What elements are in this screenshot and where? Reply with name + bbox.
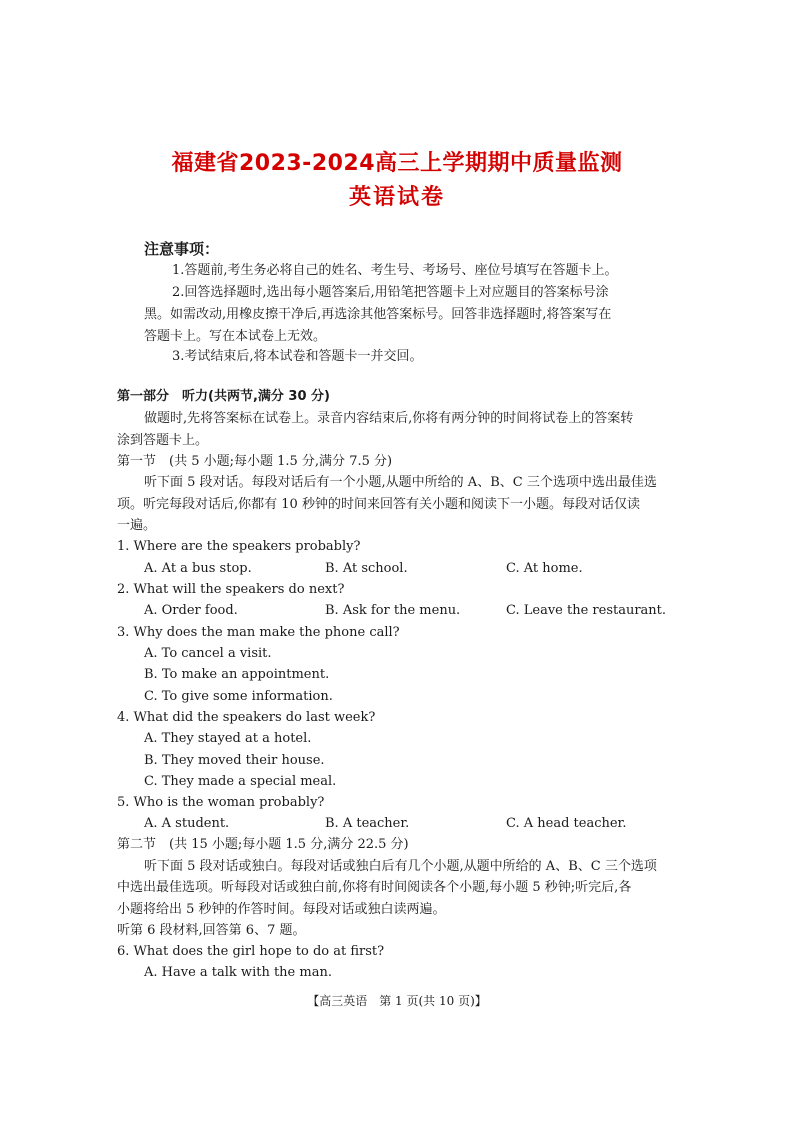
q1-option-a: A. At a bus stop. [144,561,252,576]
section1-directions: 听下面 5 段对话。每段对话后有一个小题,从题中所给的 A、B、C 三个选项中选出最佳选 [144,475,657,490]
section1-heading: 第一节 (共 5 小题;每小题 1.5 分,满分 7.5 分) [117,454,393,469]
question-1: 1. Where are the speakers probably? [117,539,361,554]
q5-option-a: A. A student. [144,816,230,831]
notes-heading: 注意事项： [144,240,220,258]
question-2: 2. What will the speakers do next? [117,582,345,597]
part1-intro: 做题时,先将答案标在试卷上。录音内容结束后,你将有两分钟的时间将试卷上的答案转 [144,411,634,426]
q3-option-c: C. To give some information. [144,689,333,704]
section2-heading: 第二节 (共 15 小题;每小题 1.5 分,满分 22.5 分) [117,837,409,852]
section2-directions-cont: 中选出最佳选项。听每段对话或独白前,你将有时间阅读各个小题,每小题 5 秒钟;听完后,各 [117,880,632,895]
q3-option-b: B. To make an appointment. [144,667,330,682]
q4-option-a: A. They stayed at a hotel. [144,731,312,746]
note-3: 3.考试结束后,将本试卷和答题卡一并交回。 [172,349,423,364]
note-2: 2.回答选择题时,选出每小题答案后,用铅笔把答题卡上对应题目的答案标号涂 [172,285,609,300]
question-5: 5. Who is the woman probably? [117,795,325,810]
q3-option-a: A. To cancel a visit. [144,646,272,661]
note-2-cont: 黑。如需改动,用橡皮擦干净后,再选涂其他答案标号。回答非选择题时,将答案写在 [144,307,612,322]
question-6: 6. What does the girl hope to do at first? [117,944,385,959]
q2-option-b: B. Ask for the menu. [325,603,461,618]
section2-directions: 听下面 5 段对话或独白。每段对话或独白后有几个小题,从题中所给的 A、B、C 三个选项 [144,859,657,874]
q4-option-b: B. They moved their house. [144,753,325,768]
page-footer: 【高三英语 第 1 页(共 10 页)】 [307,994,487,1008]
question-3: 3. Why does the man make the phone call? [117,625,400,640]
section1-directions-cont2: 一遍。 [117,518,157,533]
q4-option-c: C. They made a special meal. [144,774,337,789]
section2-directions-cont2: 小题将给出 5 秒钟的作答时间。每段对话或独白读两遍。 [117,902,446,917]
note-2-cont2: 答题卡上。写在本试卷上无效。 [144,329,327,344]
part1-heading: 第一部分 听力(共两节,满分 30 分) [117,389,330,404]
exam-title: 福建省2023-2024高三上学期期中质量监测 [171,151,623,176]
q1-option-c: C. At home. [506,561,583,576]
question-4: 4. What did the speakers do last week? [117,710,376,725]
q2-option-a: A. Order food. [144,603,238,618]
q5-option-c: C. A head teacher. [506,816,627,831]
note-1: 1.答题前,考生务必将自己的姓名、考生号、考场号、座位号填写在答题卡上。 [172,263,618,278]
q5-option-b: B. A teacher. [325,816,410,831]
exam-subtitle: 英语试卷 [348,185,445,210]
material-6-instruction: 听第 6 段材料,回答第 6、7 题。 [117,923,306,938]
part1-intro-cont: 涂到答题卡上。 [117,433,209,448]
q2-option-c: C. Leave the restaurant. [506,603,667,618]
q1-option-b: B. At school. [325,561,408,576]
section1-directions-cont: 项。听完每段对话后,你都有 10 秒钟的时间来回答有关小题和阅读下一小题。每段对话仅读 [117,497,640,512]
q6-option-a: A. Have a talk with the man. [144,965,332,980]
